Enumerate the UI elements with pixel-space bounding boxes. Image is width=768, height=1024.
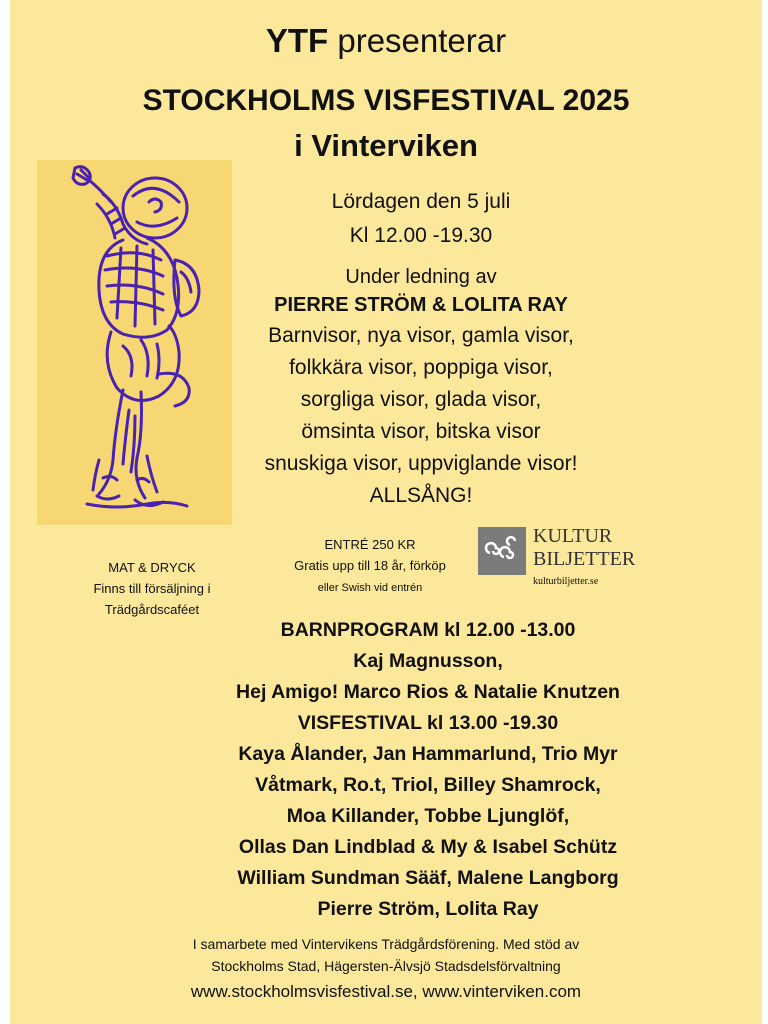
festival-title: STOCKHOLMS VISFESTIVAL 2025 [142,84,630,117]
program-line: William Sundman Sääf, Malene Langborg [237,867,619,889]
footer-websites: www.stockholmsvisfestival.se, www.vinterviken.com [190,982,582,1001]
food-line: Finns till försäljning i [93,581,211,596]
song-line: snuskiga visor, uppviglande visor! [264,452,578,475]
poster-header [10,22,762,60]
event-time: Kl 12.00 -19.30 [349,224,493,247]
program-line: Moa Killander, Tobbe Ljunglöf, [286,805,570,827]
program-line: Kaj Magnusson, [353,650,503,672]
event-date: Lördagen den 5 juli [331,190,511,213]
logo-line-1: KULTUR [533,525,613,547]
food-line: Trädgårdscaféet [104,602,200,617]
organizer-name: YTF [265,22,329,59]
lead-label: Under ledning av [345,266,497,288]
festival-poster [10,0,762,1024]
song-line: sorgliga visor, glada visor, [300,388,542,411]
program-line: Ollas Dan Lindblad & My & Isabel Schütz [238,836,618,858]
program-line: Våtmark, Ro.t, Triol, Billey Shamrock, [255,774,601,796]
footer-support: Stockholms Stad, Hägersten-Älvsjö Stadsdelsförvaltning [211,958,561,974]
program-line: Pierre Ström, Lolita Ray [317,898,539,920]
entry-free-text: Gratis upp till 18 år, förköp [294,558,446,573]
minstrel-figure-icon [37,160,232,525]
kulturbiljetter-logo [478,527,668,597]
program-line: Hej Amigo! Marco Rios & Natalie Knutzen [236,681,620,703]
song-line: Barnvisor, nya visor, gamla visor, [268,324,574,347]
allsang-line: ALLSÅNG! [369,484,473,507]
program-line: VISFESTIVAL kl 13.00 -19.30 [297,712,559,734]
food-title: MAT & DRYCK [108,560,196,575]
entry-swish-text: eller Swish vid entrén [317,582,423,594]
logo-line-2: BILJETTER [533,548,636,570]
program-line: Kaya Ålander, Jan Hammarlund, Trio Myr [238,743,618,765]
song-line: ömsinta visor, bitska visor [301,420,541,443]
festival-location: i Vinterviken [294,128,478,163]
presents-text: presenterar [337,22,507,59]
footer-cooperation: I samarbete med Vintervikens Trädgårdsförening. Med stöd av [192,936,580,952]
minstrel-figure-illustration [37,160,232,525]
song-line: folkkära visor, poppiga visor, [289,356,553,379]
spiral-logo-icon [478,527,526,575]
entry-price: ENTRÉ 250 KR [324,537,416,552]
leaders-names: PIERRE STRÖM & LOLITA RAY [274,294,568,316]
logo-url: kulturbiljetter.se [533,576,599,587]
program-line: BARNPROGRAM kl 12.00 -13.00 [280,619,576,641]
